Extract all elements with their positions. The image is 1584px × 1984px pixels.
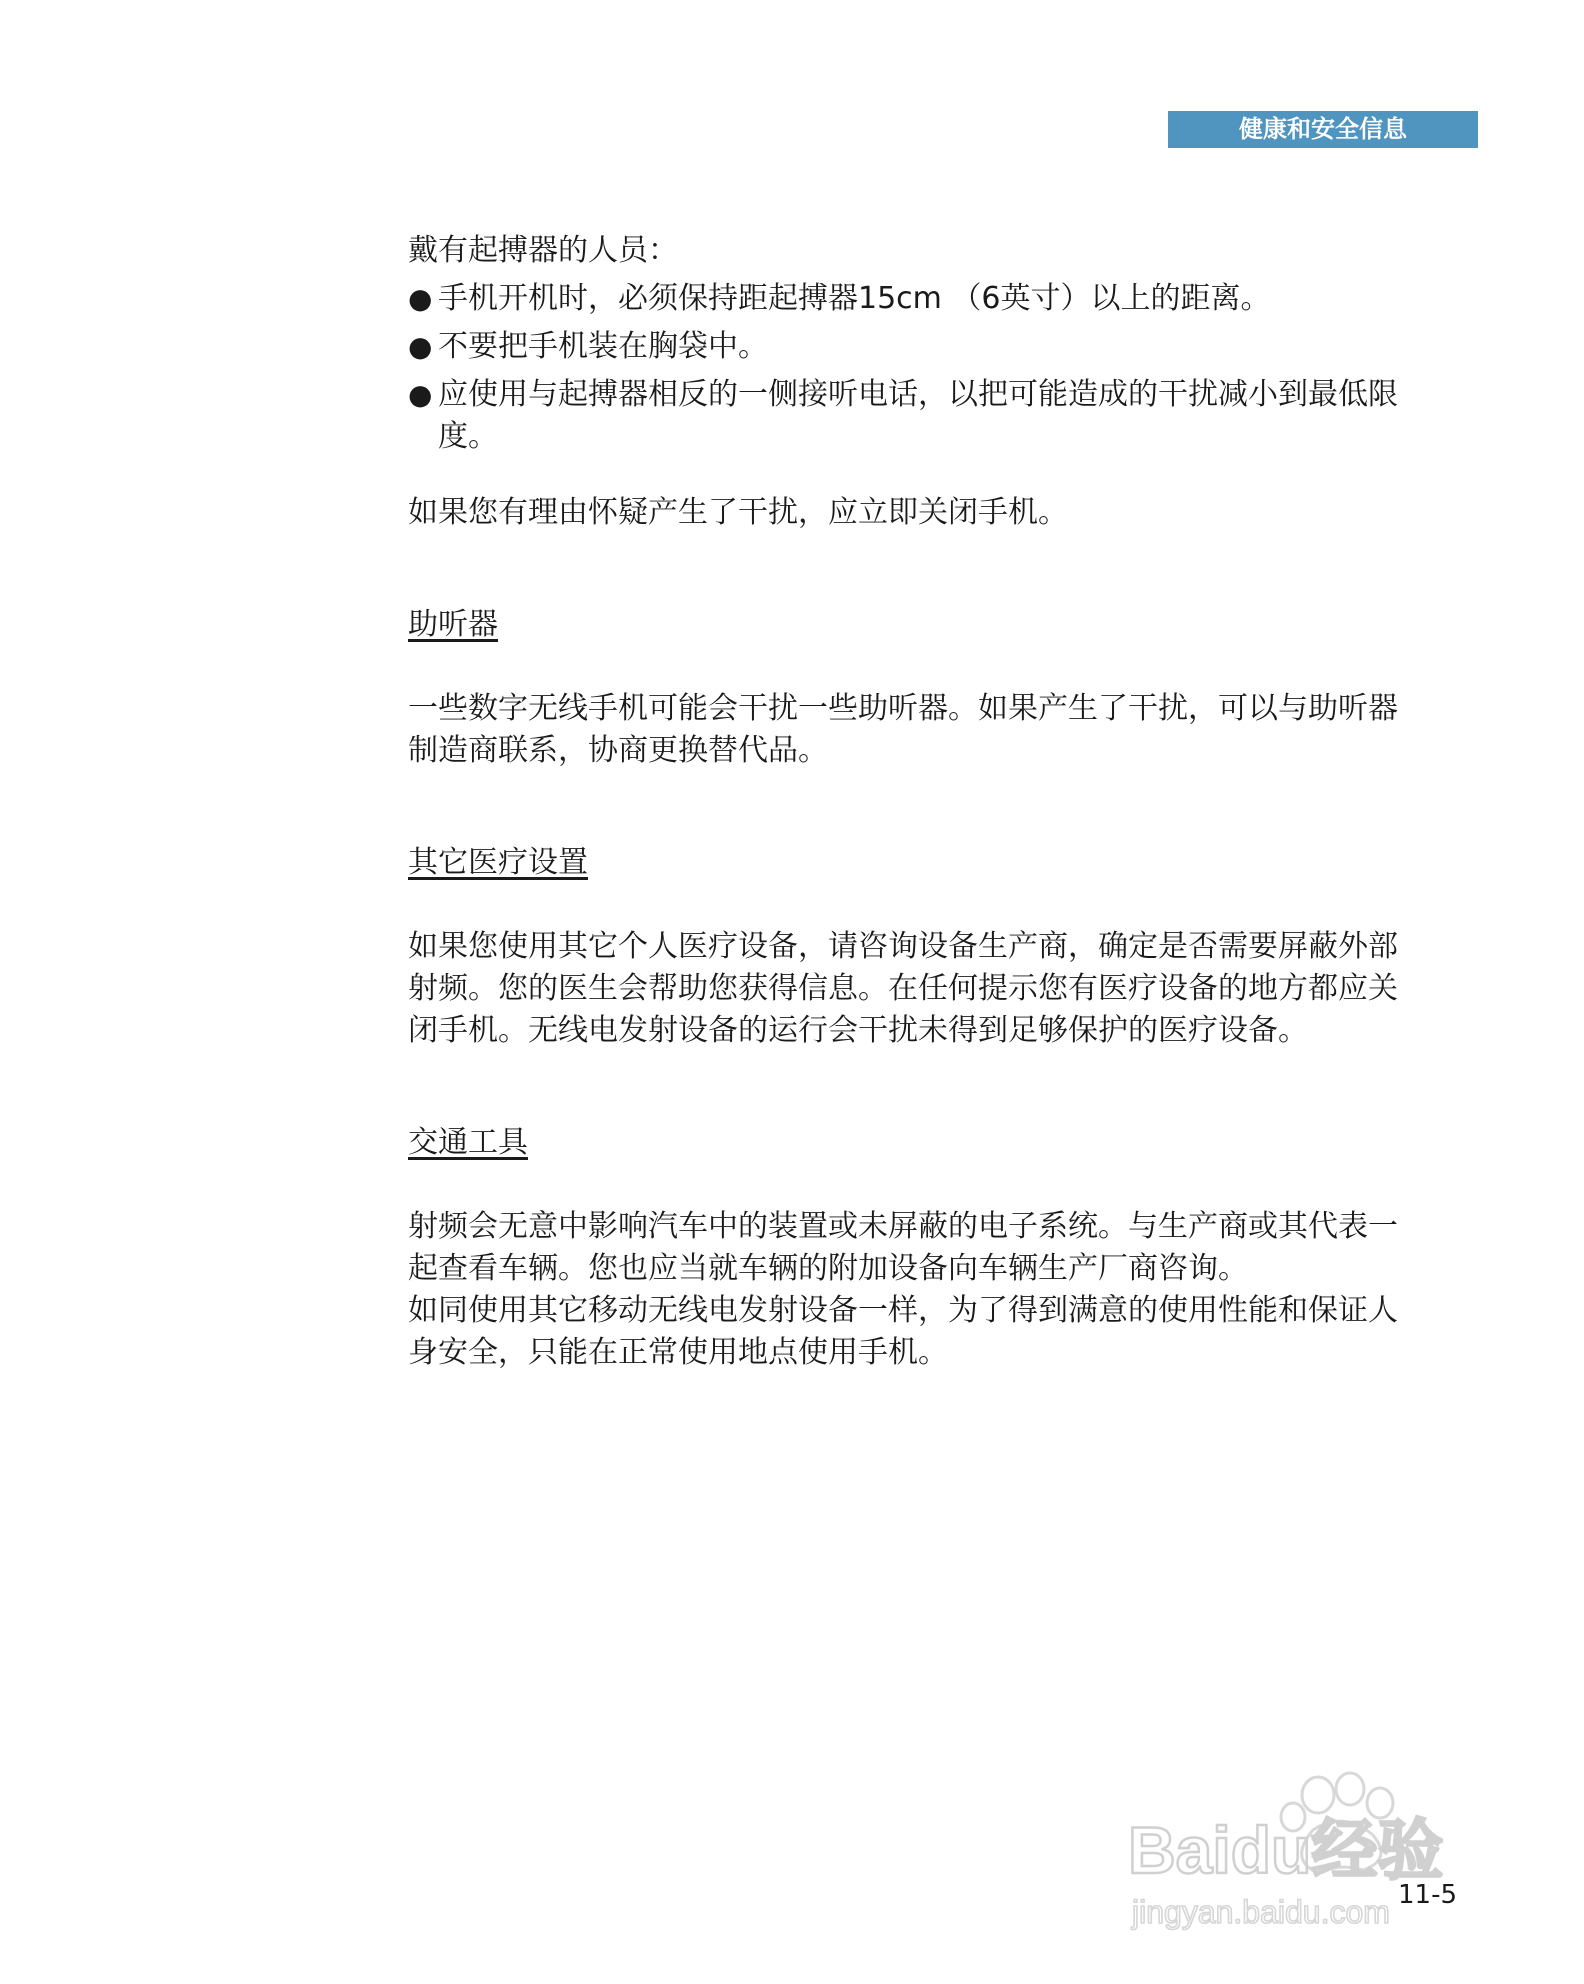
watermark-url: jingyan.baidu.com [1132, 1894, 1390, 1930]
pacemaker-note: 如果您有理由怀疑产生了干扰，应立即关闭手机。 [408, 495, 1068, 530]
vehicles-body-2: 如同使用其它移动无线电发射设备一样，为了得到满意的使用性能和保证人身安全，只能在正常使用地点使用手机。 [408, 1293, 1398, 1370]
list-item: ● 应使用与起搏器相反的一侧接听电话，以把可能造成的干扰减小到最低限度。 [408, 374, 1418, 458]
heading-vehicles: 交通工具 [408, 1125, 528, 1160]
heading-other-medical: 其它医疗设置 [408, 845, 588, 880]
vehicles-body-1: 射频会无意中影响汽车中的装置或未屏蔽的电子系统。与生产商或其代表一起查看车辆。您也应当就车辆的附加设备向车辆生产厂商咨询。 [408, 1209, 1398, 1286]
page-content [408, 230, 1418, 1374]
section-tab: 健康和安全信息 [1168, 111, 1478, 148]
list-item: ● 不要把手机装在胸袋中。 [408, 326, 1418, 368]
other-medical-body: 如果您使用其它个人医疗设备，请咨询设备生产商，确定是否需要屏蔽外部射频。您的医生会帮助您获得信息。在任何提示您有医疗设备的地方都应关闭手机。无线电发射设备的运行会干扰未得到足够保护的医疗设备。 [408, 929, 1398, 1048]
heading-hearing-aids: 助听器 [408, 607, 498, 642]
bullet-icon: ● [408, 330, 433, 363]
bullet-icon: ● [408, 282, 433, 315]
pacemaker-bullets [408, 278, 1418, 458]
hearing-aids-body: 一些数字无线手机可能会干扰一些助听器。如果产生了干扰，可以与助听器制造商联系，协商更换替代品。 [408, 691, 1398, 768]
list-item: ● 手机开机时，必须保持距起搏器15cm （6英寸）以上的距离。 [408, 278, 1418, 320]
page-number: 11-5 [1398, 1880, 1458, 1910]
pacemaker-intro: 戴有起搏器的人员： [408, 233, 678, 268]
watermark-text: Baidu经验 [1128, 1813, 1444, 1887]
bullet-icon: ● [408, 378, 433, 411]
